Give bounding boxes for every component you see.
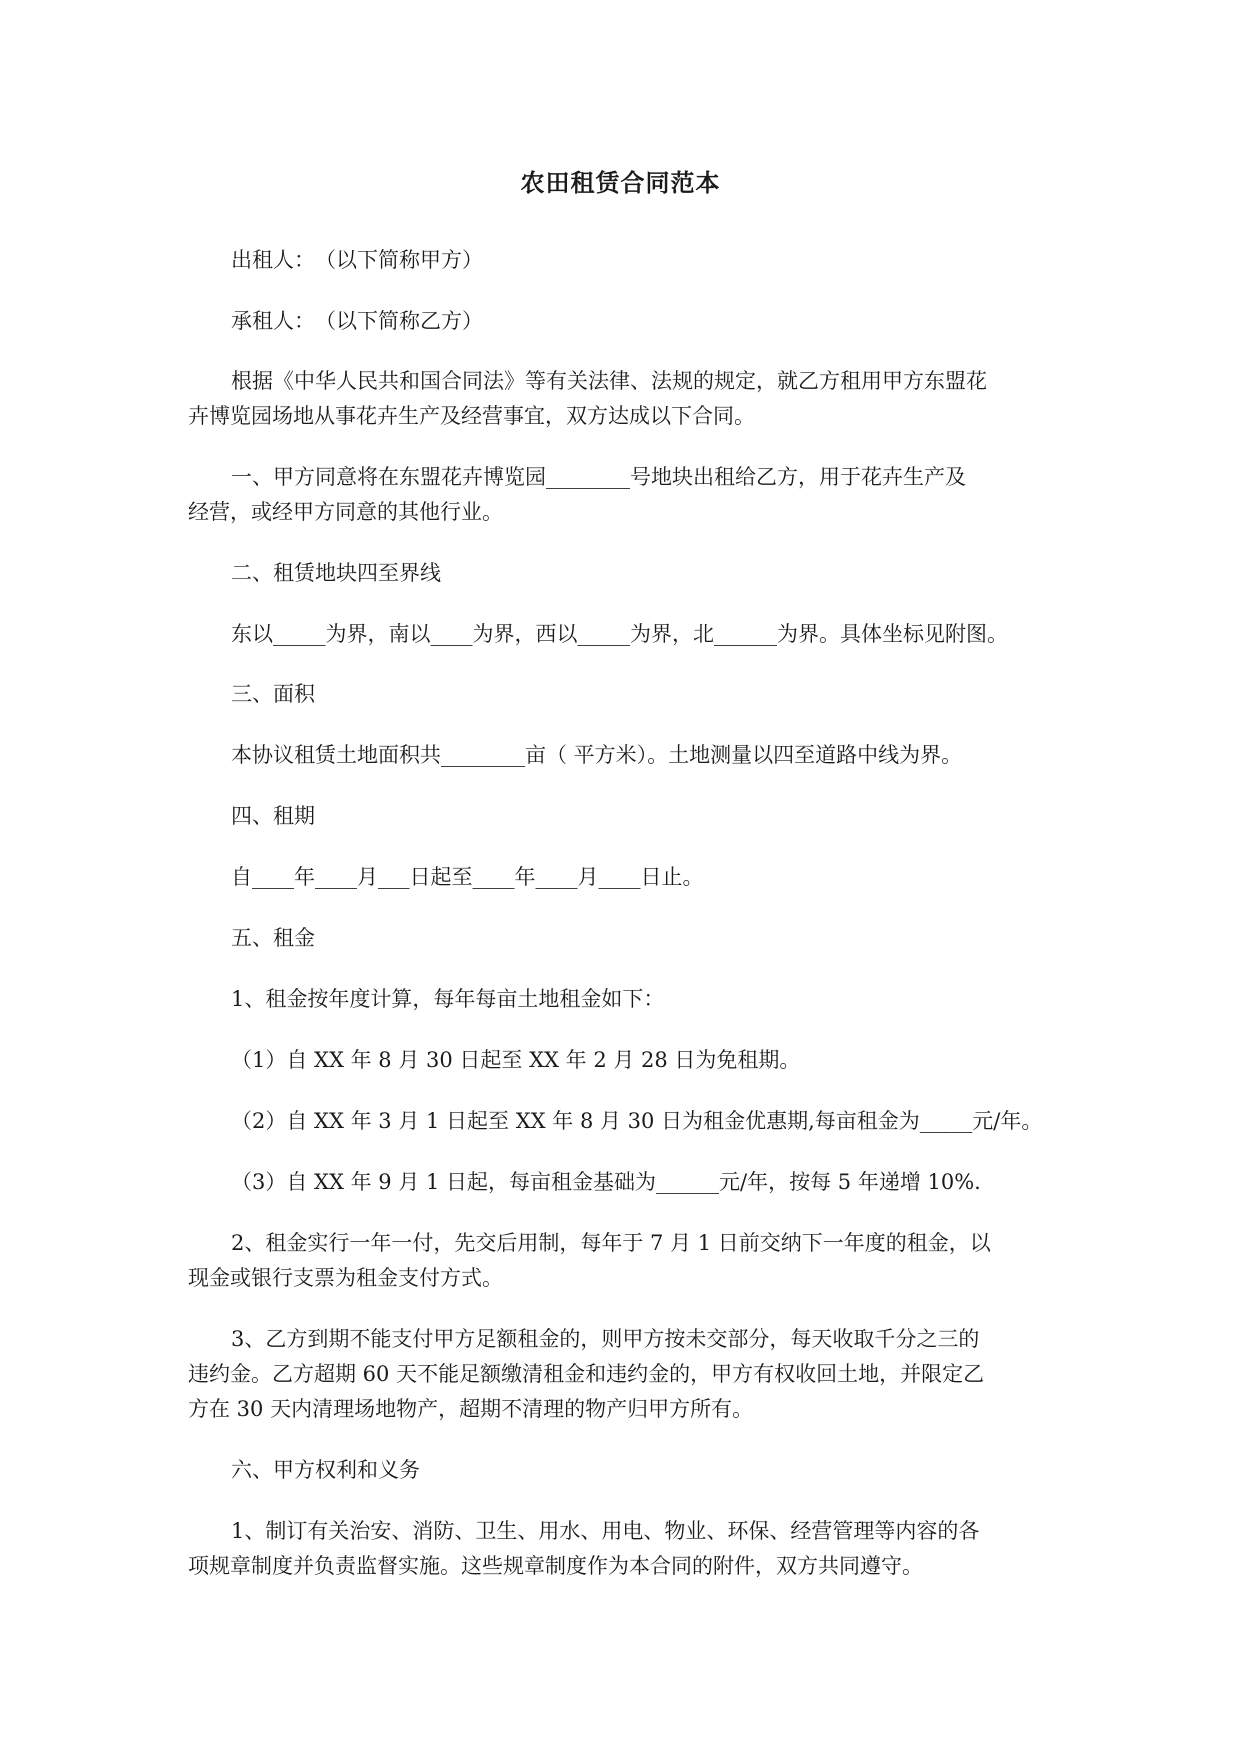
paragraph-line: 3、乙方到期不能支付甲方足额租金的，则甲方按未交部分，每天收取千分之三的 [231, 1327, 980, 1351]
section-heading: 六、甲方权利和义务 [231, 1458, 420, 1482]
paragraph-line: 东以_____为界，南以____为界，西以_____为界，北______为界。具体坐标见附图。 [231, 622, 1008, 646]
article-1-paragraph [188, 460, 1060, 530]
paragraph-line: （1）自 XX 年 8 月 30 日起至 XX 年 2 月 28 日为免租期。 [231, 1048, 801, 1072]
article-4-heading [188, 799, 1060, 834]
document-title: 农田租赁合同范本 [520, 168, 721, 197]
article-5-item-1b [188, 1104, 1060, 1139]
paragraph-line: 承租人： （以下简称乙方） [231, 309, 483, 333]
article-4-body [188, 860, 1060, 895]
article-5-item-1a [188, 1043, 1060, 1078]
paragraph-line: 根据《中华人民共和国合同法》等有关法律、法规的规定，就乙方租用甲方东盟花 [231, 369, 987, 393]
article-5-item-1 [188, 982, 1060, 1017]
article-3-body [188, 738, 1060, 773]
paragraph-line: 卉博览园场地从事花卉生产及经营事宜，双方达成以下合同。 [188, 404, 755, 428]
article-5-item-1c [188, 1165, 1060, 1200]
article-5-heading [188, 921, 1060, 956]
paragraph-line: 方在 30 天内清理场地物产，超期不清理的物产归甲方所有。 [188, 1397, 754, 1421]
paragraph-line: 一、甲方同意将在东盟花卉博览园________号地块出租给乙方，用于花卉生产及 [231, 465, 966, 489]
section-heading: 四、租期 [231, 804, 315, 828]
paragraph-line: 违约金。乙方超期 60 天不能足额缴清租金和违约金的，甲方有权收回土地，并限定乙 [188, 1362, 985, 1386]
section-heading: 二、租赁地块四至界线 [231, 561, 441, 585]
lessee-line [188, 304, 1060, 339]
preamble-paragraph [188, 364, 1060, 434]
lessor-line [188, 243, 1060, 278]
paragraph-line: 项规章制度并负责监督实施。这些规章制度作为本合同的附件，双方共同遵守。 [188, 1554, 923, 1578]
section-heading: 三、面积 [231, 682, 315, 706]
paragraph-line: 出租人： （以下简称甲方） [231, 248, 483, 272]
article-5-item-2 [188, 1226, 1060, 1296]
paragraph-line: 1、制订有关治安、消防、卫生、用水、用电、物业、环保、经营管理等内容的各 [231, 1519, 980, 1543]
paragraph-line: 经营，或经甲方同意的其他行业。 [188, 500, 503, 524]
paragraph-line: 1、租金按年度计算，每年每亩土地租金如下： [231, 987, 665, 1011]
paragraph-line: 现金或银行支票为租金支付方式。 [188, 1266, 503, 1290]
paragraph-line: （3）自 XX 年 9 月 1 日起，每亩租金基础为______元/年，按每 5 年递增 10%. [231, 1170, 981, 1194]
article-2-heading [188, 556, 1060, 591]
article-6-heading [188, 1453, 1060, 1488]
section-heading: 五、租金 [231, 926, 315, 950]
paragraph-line: 本协议租赁土地面积共________亩（ 平方米）。土地测量以四至道路中线为界。 [231, 743, 963, 767]
paragraph-line: （2）自 XX 年 3 月 1 日起至 XX 年 8 月 30 日为租金优惠期,每亩租金为_____元/年。 [231, 1109, 1043, 1133]
article-3-heading [188, 677, 1060, 712]
article-2-body [188, 617, 1060, 652]
paragraph-line: 自____年____月___日起至____年____月____日止。 [231, 865, 704, 889]
article-5-item-3 [188, 1322, 1060, 1427]
paragraph-line: 2、租金实行一年一付，先交后用制，每年于 7 月 1 日前交纳下一年度的租金，以 [231, 1231, 991, 1255]
article-6-item-1 [188, 1514, 1060, 1584]
